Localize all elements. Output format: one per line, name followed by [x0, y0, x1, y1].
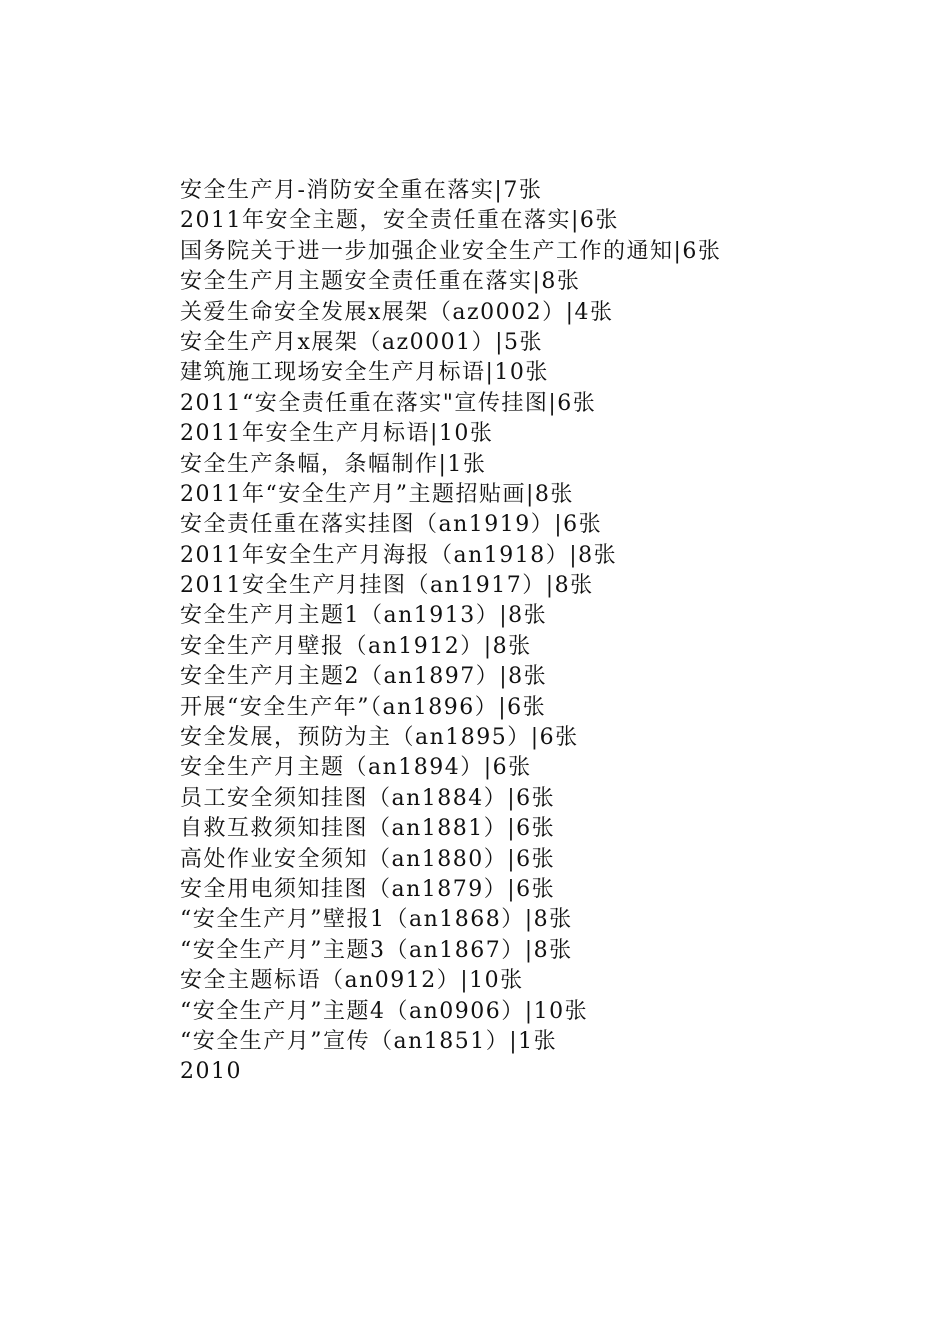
- list-item: 2011安全生产月挂图（an1917）|8张: [180, 573, 594, 599]
- document-body: [180, 176, 860, 1088]
- list-item: 国务院关于进一步加强企业安全生产工作的通知|6张: [180, 238, 722, 264]
- list-item: 安全生产月主题2（an1897）|8张: [180, 664, 548, 690]
- list-item: 安全生产条幅，条幅制作|1张: [180, 451, 487, 477]
- list-item: 高处作业安全须知（an1880）|6张: [180, 846, 556, 872]
- list-item: 关爱生命安全发展x展架（az0002）|4张: [180, 299, 614, 325]
- list-item: 安全责任重在落实挂图（an1919）|6张: [180, 512, 603, 538]
- list-item: 安全用电须知挂图（an1879）|6张: [180, 876, 556, 902]
- list-item: 2010: [180, 1059, 242, 1085]
- list-item: 2011年安全主题，安全责任重在落实|6张: [180, 208, 619, 234]
- list-item: 安全生产月主题（an1894）|6张: [180, 755, 532, 781]
- list-item: 自救互救须知挂图（an1881）|6张: [180, 816, 556, 842]
- list-item: 2011年安全生产月标语|10张: [180, 421, 494, 447]
- list-item: 安全生产月x展架（az0001）|5张: [180, 329, 544, 355]
- list-item: 安全生产月主题1（an1913）|8张: [180, 603, 548, 629]
- list-item: 安全生产月壁报（an1912）|8张: [180, 633, 532, 659]
- list-item: “安全生产月”壁报1（an1868）|8张: [180, 907, 573, 933]
- list-item: “安全生产月”宣传（an1851）|1张: [180, 1028, 558, 1054]
- list-item: 安全发展，预防为主（an1895）|6张: [180, 725, 579, 751]
- list-item: 安全生产月-消防安全重在落实|7张: [180, 178, 543, 203]
- list-item: 安全生产月主题安全责任重在落实|8张: [180, 269, 581, 295]
- list-item: 2011年“安全生产月”主题招贴画|8张: [180, 481, 574, 507]
- list-item: 2011“安全责任重在落实"宣传挂图|6张: [180, 390, 597, 416]
- list-item: 开展“安全生产年”（an1896）|6张: [180, 694, 547, 720]
- list-item: “安全生产月”主题4（an0906）|10张: [180, 998, 589, 1024]
- list-item: 员工安全须知挂图（an1884）|6张: [180, 785, 556, 811]
- list-item: 建筑施工现场安全生产月标语|10张: [180, 360, 549, 386]
- list-item: 2011年安全生产月海报（an1918）|8张: [180, 542, 618, 568]
- list-item: 安全主题标语（an0912）|10张: [180, 968, 524, 994]
- list-item: “安全生产月”主题3（an1867）|8张: [180, 937, 573, 963]
